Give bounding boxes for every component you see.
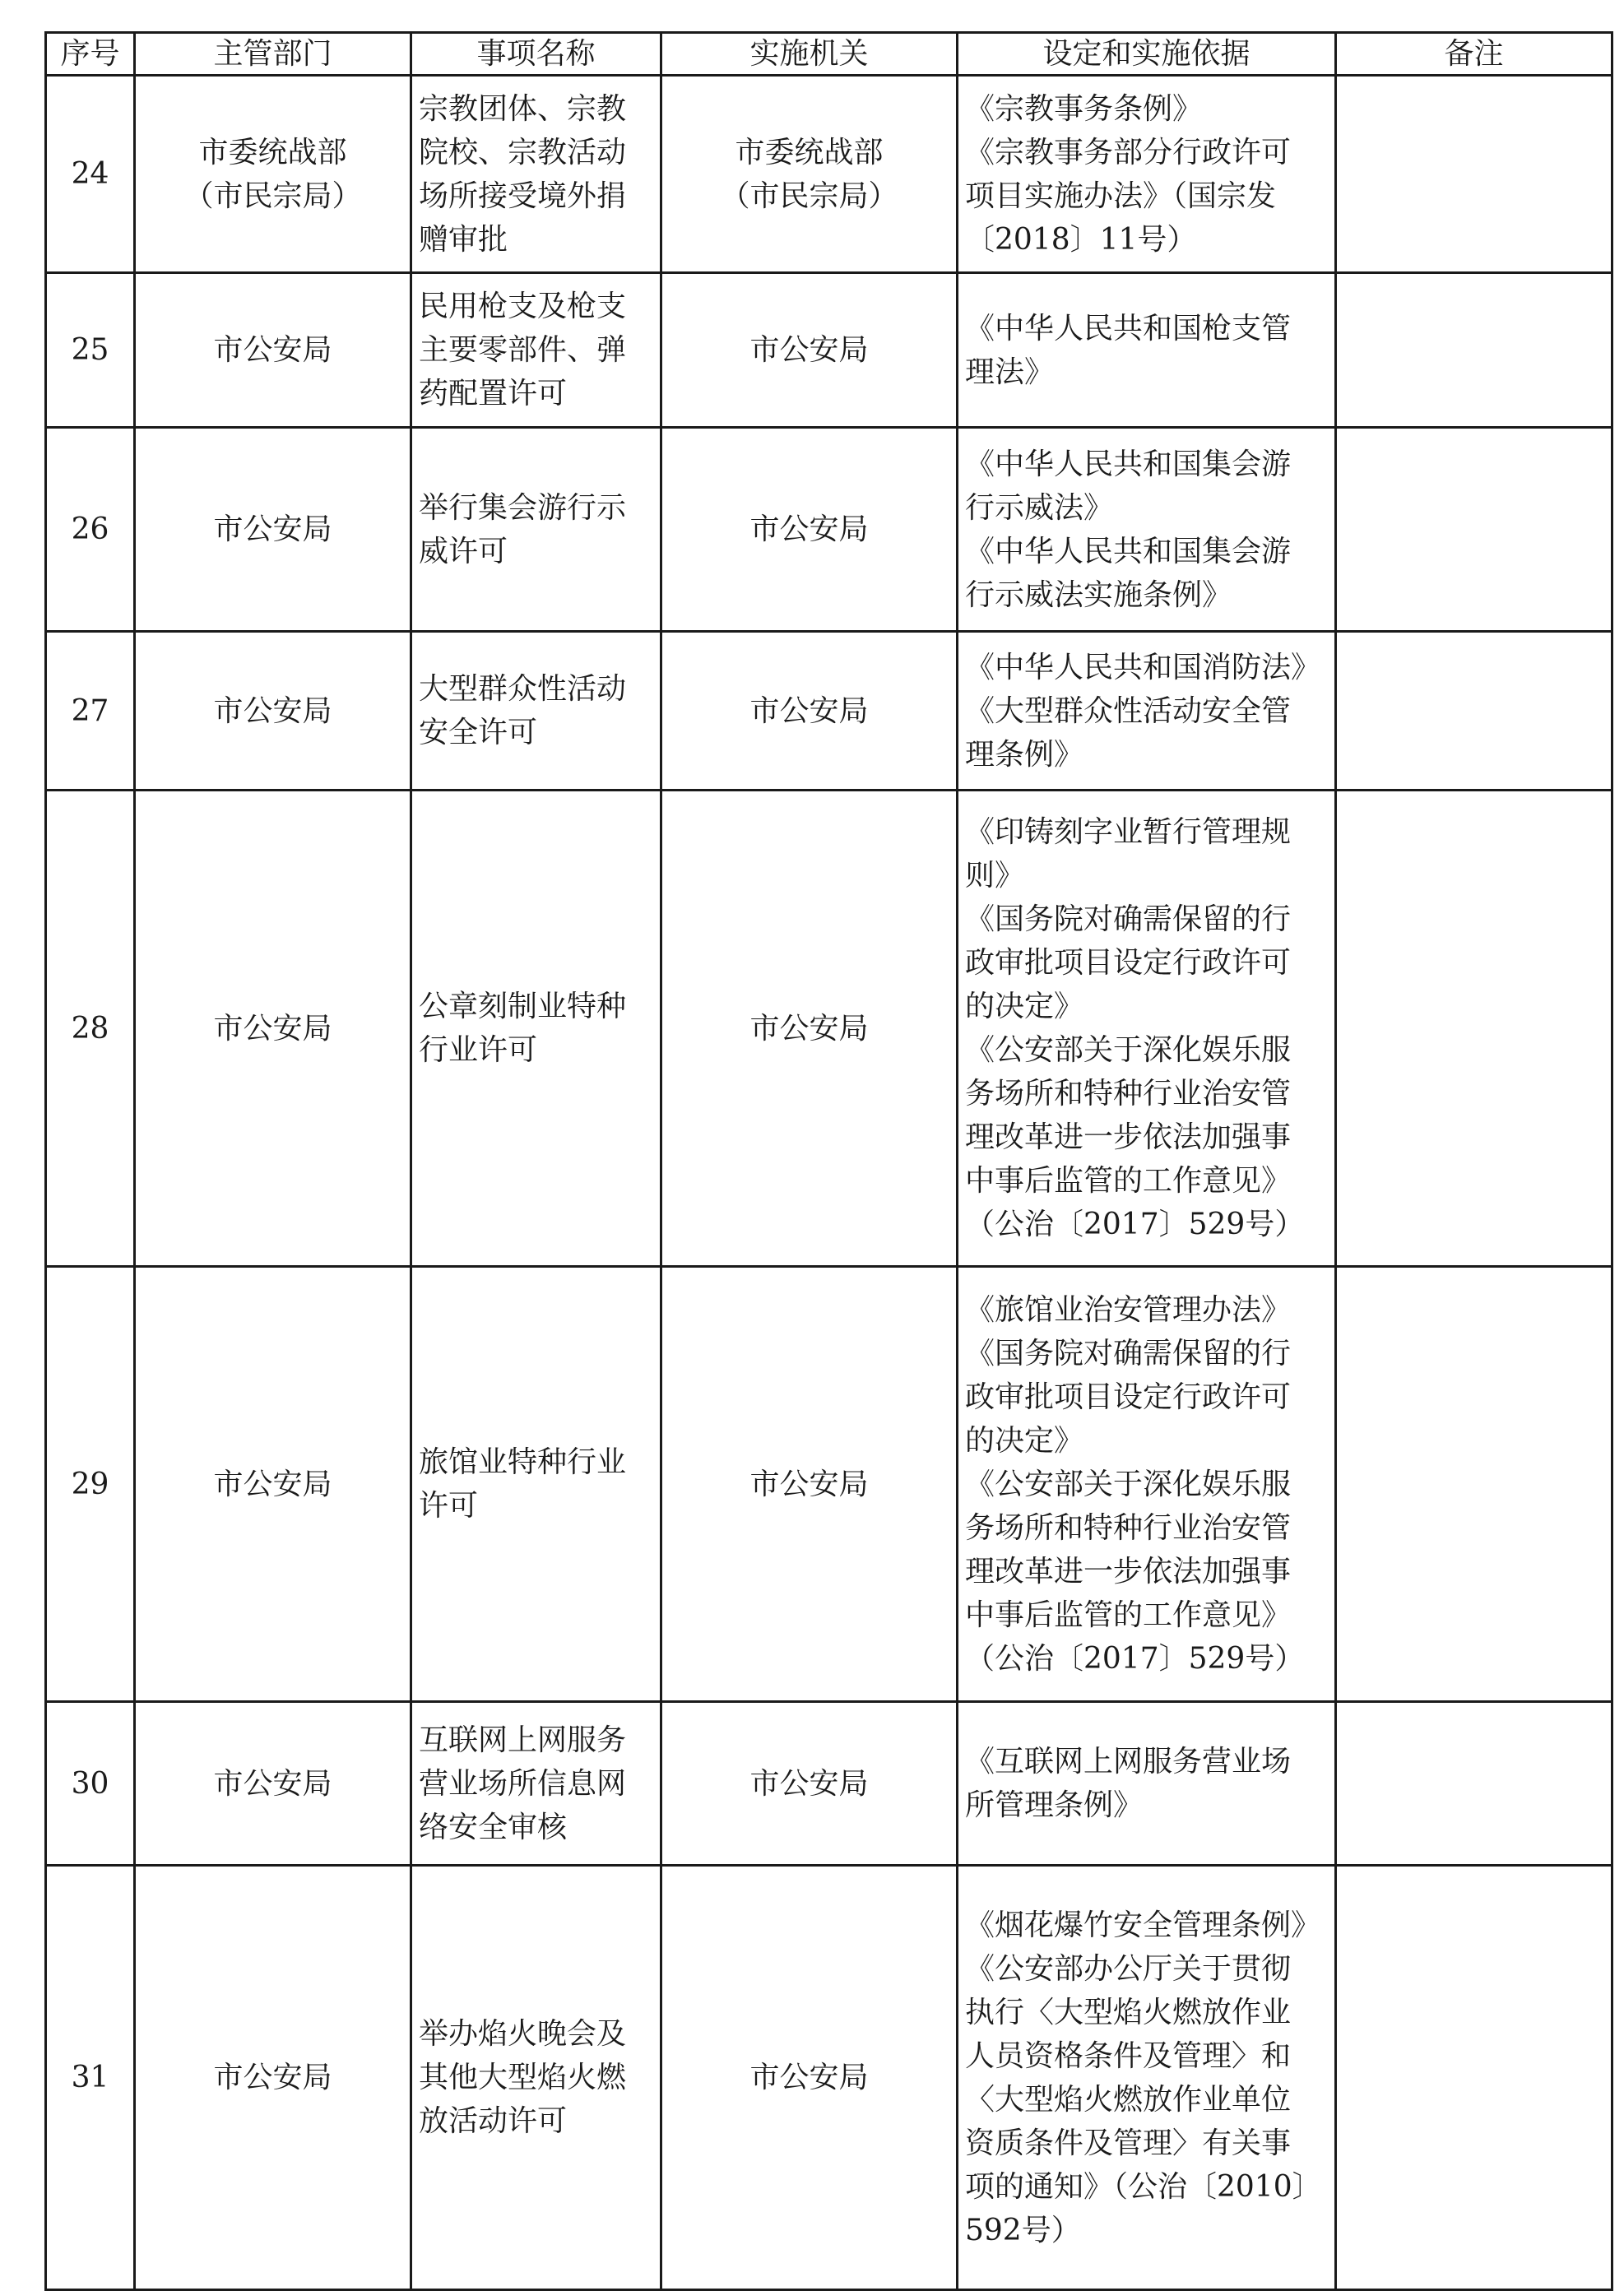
basis-cell-line: （公治〔2017〕529号） [965,1208,1305,1241]
basis-cell-line: 《中华人民共和国消防法》 [965,650,1321,684]
basis-cell-line: 务场所和特种行业治安管 [965,1510,1292,1545]
basis-cell-line: 《公安部关于深化娱乐服 [965,1033,1292,1067]
header-agency: 实施机关 [661,33,958,76]
agency-cell [661,632,958,791]
basis-cell-line: 《旅馆业治安管理办法》 [965,1292,1292,1327]
basis-cell-line: 则》 [965,859,1025,893]
row-number: 31 [46,1866,135,2290]
basis-cell-line: 的决定》 [965,1423,1084,1458]
table-row [46,273,1612,428]
permit-items-table [44,31,1613,2291]
basis-cell-line: 592号） [965,2213,1081,2247]
agency-cell [661,1267,958,1702]
table-row [46,632,1612,791]
table-row [46,1702,1612,1866]
basis-cell-line: 务场所和特种行业治安管 [965,1077,1292,1111]
basis-cell-line: 〔2018〕11号） [965,222,1197,257]
department-cell-line: 市委统战部 [198,135,347,169]
row-number: 28 [46,791,135,1267]
item-name-cell [411,1866,661,2290]
basis-cell-line: 项的通知》（公治〔2010〕 [965,2169,1322,2204]
item-name-cell-line: 举办焰火晚会及 [419,2017,627,2051]
remark-cell [1336,1702,1612,1866]
basis-cell-line: 所管理条例》 [965,1788,1144,1822]
header-dept: 主管部门 [135,33,411,76]
row-number: 29 [46,1267,135,1702]
department-cell-line: 市公安局 [213,512,332,546]
agency-cell [661,791,958,1267]
basis-cell [958,1267,1336,1702]
table-row [46,791,1612,1267]
department-cell [135,632,411,791]
remark-cell [1336,76,1612,273]
item-name-cell-line: 互联网上网服务 [419,1723,627,1757]
basis-cell-line: 〈大型焰火燃放作业单位 [965,2082,1292,2117]
row-number: 26 [46,428,135,632]
basis-cell [958,273,1336,428]
basis-cell-line: 《公安部办公厅关于贯彻 [965,1951,1292,1986]
basis-cell-line: 中事后监管的工作意见》 [965,1164,1292,1198]
basis-cell-line: 政审批项目设定行政许可 [965,946,1292,980]
item-name-cell-line: 许可 [419,1489,479,1523]
item-name-cell-line: 营业场所信息网 [419,1766,627,1801]
item-name-cell-line: 场所接受境外捐 [419,179,627,213]
basis-cell-line: 《印铸刻字业暂行管理规 [965,815,1292,849]
basis-cell-line: 理改革进一步依法加强事 [965,1120,1292,1154]
table-row [46,1866,1612,2290]
basis-cell-line: 《宗教事务条例》 [965,91,1203,126]
item-name-cell-line: 行业许可 [419,1033,538,1067]
basis-cell-line: 政审批项目设定行政许可 [965,1380,1292,1414]
department-cell [135,273,411,428]
item-name-cell [411,632,661,791]
department-cell [135,76,411,273]
agency-cell-line: 市公安局 [749,1766,869,1801]
row-number: 25 [46,273,135,428]
item-name-cell-line: 旅馆业特种行业 [419,1445,627,1479]
item-name-cell [411,428,661,632]
basis-cell-line: 《中华人民共和国枪支管 [965,311,1292,346]
basis-cell-line: 《宗教事务部分行政许可 [965,135,1292,169]
item-name-cell [411,1267,661,1702]
table-row [46,428,1612,632]
basis-cell-line: 资质条件及管理〉有关事 [965,2126,1292,2160]
item-name-cell-line: 威许可 [419,534,508,568]
item-name-cell-line: 宗教团体、宗教 [419,91,627,126]
basis-cell-line: 《国务院对确需保留的行 [965,1336,1292,1370]
basis-cell-line: 项目实施办法》（国宗发 [965,179,1277,213]
department-cell-line: 市公安局 [213,1011,332,1046]
item-name-cell [411,1702,661,1866]
remark-cell [1336,632,1612,791]
basis-cell-line: 《公安部关于深化娱乐服 [965,1467,1292,1501]
basis-cell [958,428,1336,632]
department-cell-line: （市民宗局） [183,179,362,213]
department-cell [135,1866,411,2290]
item-name-cell-line: 放活动许可 [419,2104,568,2138]
agency-cell-line: 市公安局 [749,2061,869,2094]
agency-cell [661,76,958,273]
agency-cell-line: 市公安局 [749,1467,869,1501]
basis-cell [958,791,1336,1267]
item-name-cell [411,273,661,428]
row-number: 24 [46,76,135,273]
basis-cell-line: 中事后监管的工作意见》 [965,1598,1292,1632]
department-cell-line: 市公安局 [213,333,332,367]
header-remark: 备注 [1336,33,1612,76]
remark-cell [1336,791,1612,1267]
agency-cell-line: （市民宗局） [720,179,898,213]
basis-cell-line: 行示威法》 [965,490,1114,525]
basis-cell-line: 行示威法实施条例》 [965,577,1232,612]
remark-cell [1336,1866,1612,2290]
item-name-cell-line: 药配置许可 [419,377,568,410]
basis-cell [958,1866,1336,2290]
item-name-cell-line: 举行集会游行示 [419,490,627,525]
basis-cell-line: 理条例》 [965,737,1084,772]
table-row [46,1267,1612,1702]
basis-cell-line: 《大型群众性活动安全管 [965,693,1292,728]
basis-cell [958,76,1336,273]
agency-cell-line: 市委统战部 [735,135,884,169]
department-cell-line: 市公安局 [213,2061,332,2094]
department-cell [135,428,411,632]
table-header-row [46,33,1612,76]
agency-cell-line: 市公安局 [749,512,869,546]
agency-cell [661,1702,958,1866]
department-cell [135,791,411,1267]
department-cell-line: 市公安局 [213,1766,332,1801]
table-row [46,76,1612,273]
header-basis: 设定和实施依据 [958,33,1336,76]
basis-cell-line: （公治〔2017〕529号） [965,1641,1305,1676]
basis-cell-line: 执行〈大型焰火燃放作业 [965,1995,1292,2029]
department-cell [135,1702,411,1866]
department-cell-line: 市公安局 [213,693,332,728]
item-name-cell-line: 院校、宗教活动 [419,135,627,169]
basis-cell-line: 理改革进一步依法加强事 [965,1554,1292,1588]
department-cell-line: 市公安局 [213,1467,332,1501]
basis-cell-line: 人员资格条件及管理〉和 [965,2038,1292,2073]
basis-cell-line: 理法》 [965,355,1055,389]
item-name-cell-line: 安全许可 [419,716,538,749]
item-name-cell-line: 民用枪支及枪支 [419,290,627,323]
item-name-cell-line: 公章刻制业特种 [419,990,627,1023]
table-body [46,76,1612,2290]
basis-cell-line: 《中华人民共和国集会游 [965,534,1292,568]
basis-cell [958,632,1336,791]
agency-cell-line: 市公安局 [749,333,869,367]
item-name-cell [411,791,661,1267]
header-item: 事项名称 [411,33,661,76]
item-name-cell-line: 主要零部件、弹 [419,333,627,367]
remark-cell [1336,1267,1612,1702]
agency-cell [661,1866,958,2290]
remark-cell [1336,428,1612,632]
header-no: 序号 [46,33,135,76]
basis-cell [958,1702,1336,1866]
agency-cell-line: 市公安局 [749,1011,869,1046]
row-number: 30 [46,1702,135,1866]
item-name-cell-line: 其他大型焰火燃 [419,2061,627,2094]
row-number: 27 [46,632,135,791]
item-name-cell-line: 大型群众性活动 [419,672,627,706]
agency-cell [661,273,958,428]
basis-cell-line: 《国务院对确需保留的行 [965,902,1292,936]
basis-cell-line: 《互联网上网服务营业场 [965,1745,1292,1779]
item-name-cell [411,76,661,273]
basis-cell-line: 的决定》 [965,990,1084,1023]
agency-cell [661,428,958,632]
item-name-cell-line: 络安全审核 [419,1810,568,1844]
basis-cell-line: 《烟花爆竹安全管理条例》 [965,1908,1321,1942]
item-name-cell-line: 赠审批 [419,222,508,257]
remark-cell [1336,273,1612,428]
agency-cell-line: 市公安局 [749,693,869,728]
department-cell [135,1267,411,1702]
basis-cell-line: 《中华人民共和国集会游 [965,447,1292,481]
